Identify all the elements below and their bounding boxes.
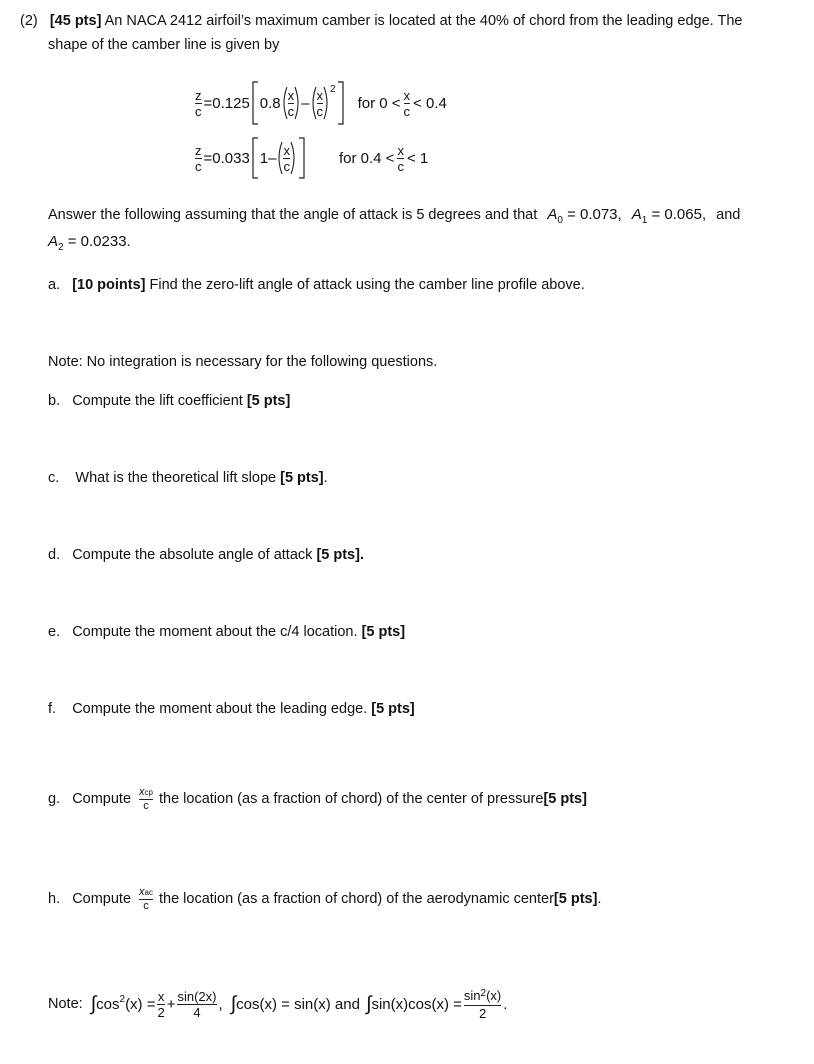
problem-header — [20, 13, 742, 29]
part-h: h. Compute $\frac{\text{xac}}{c}$ the location (as a fraction of chord) of the aerodynamic center [5 pts] . — [48, 885, 602, 912]
coefficient-a0: $A_0 = 0.073$, — [547, 206, 622, 226]
part-e: e. Compute the moment about the c/4 location. [5 pts] — [48, 624, 406, 640]
given-line-1: Answer the following assuming that the angle of attack is 5 degrees and that $A_0 = 0.073$, $A_1 = 0.065$, and — [48, 206, 741, 226]
right-bracket-icon — [336, 80, 346, 126]
xcp-over-c: $\frac{\text{xcp}}{c}$ — [139, 785, 153, 812]
right-bracket-icon — [297, 136, 307, 180]
problem-points: [45 pts] — [49, 13, 102, 29]
problem-intro-1: An NACA 2412 airfoil’s maximum camber is located at the 40% of chord from the leading edge. The — [104, 13, 743, 29]
camber-equation-2: $\frac{z}{c}$ =0.033 1– $\frac{x}{c}$ for 0.4 < $\frac{x}{c}$ < 1 — [195, 136, 428, 180]
integral-icon: ∫ — [90, 992, 97, 1015]
integral-icon: ∫ — [365, 992, 372, 1015]
left-paren-icon — [281, 86, 288, 120]
right-paren-icon — [290, 141, 297, 175]
identity-3: sin(x)cos(x) = — [371, 995, 462, 1013]
xac-over-c: $\frac{\text{xac}}{c}$ — [139, 885, 153, 912]
part-f: f. Compute the moment about the leading edge. [5 pts] — [48, 701, 415, 717]
part-g: g. Compute $\frac{\text{xcp}}{c}$ the location (as a fraction of chord) of the center of pressure [5 pts] — [48, 785, 587, 812]
left-bracket-icon — [250, 80, 260, 126]
right-paren-icon — [323, 86, 330, 120]
part-d: d. Compute the absolute angle of attack [5 pts]. — [48, 547, 364, 563]
part-c: c. What is the theoretical lift slope [5 pts]. — [48, 470, 328, 486]
left-paren-icon — [310, 86, 317, 120]
note-integration: Note: No integration is necessary for the following questions. — [48, 354, 438, 370]
problem-number: (2) — [20, 13, 38, 29]
integral-icon: ∫ — [230, 992, 237, 1015]
camber-equation-1: $\frac{z}{c}$ =0.125 0.8 $\frac{x}{c}$ – $\frac{x}{c}$ 2 for 0 < $\frac{x}{c}$ < 0.4 — [195, 80, 447, 126]
left-bracket-icon — [250, 136, 260, 180]
left-paren-icon — [276, 141, 283, 175]
coefficient-a2: $A_2 = 0.0233$. — [48, 233, 131, 253]
identities-note: Note: ∫ $\cos^2(x)$ = $\frac{x}{2}$ + $\frac{\sin(2x)}{4}$ , ∫ cos(x) = sin(x) and ∫ sin(x)cos(x) = $\frac{\sin^2(x)}{2}$ . — [48, 987, 508, 1021]
right-paren-icon — [294, 86, 301, 120]
coefficient-a1: $A_1 = 0.065$, — [631, 206, 707, 226]
part-b: b. Compute the lift coefficient [5 pts] — [48, 393, 291, 409]
part-a: a. [10 points] Find the zero-lift angle of attack using the camber line profile above. — [48, 277, 585, 293]
identity-1: $\cos^2(x)$ = — [96, 993, 156, 1013]
identity-2: cos(x) = sin(x) and — [236, 995, 360, 1013]
problem-intro-2: shape of the camber line is given by — [48, 37, 280, 53]
